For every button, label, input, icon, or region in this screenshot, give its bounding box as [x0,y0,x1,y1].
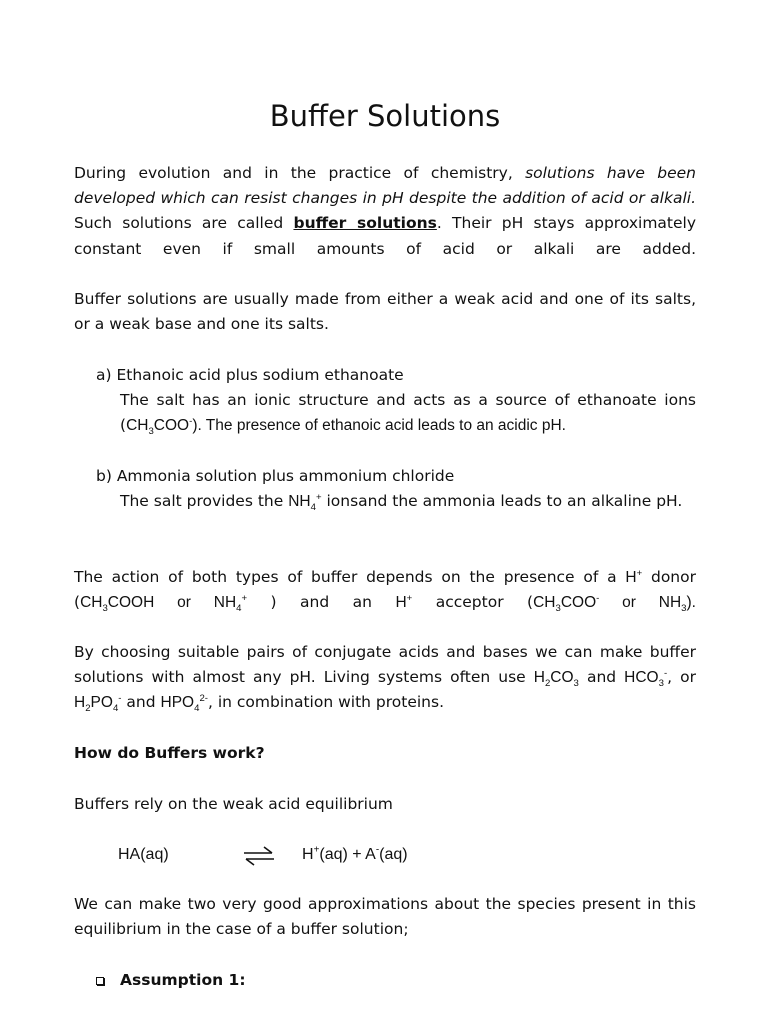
example-b-body: The salt provides the $NH_4^+$ ionsand the ammonia leads to an alkaline pH. [120,491,683,514]
how-buffers-work-heading: How do Buffers work? [74,744,265,762]
intro-text-b: Such solutions are called [74,214,294,233]
example-a-body: The salt has an ionic structure and acts as a source of ethanoate ions $(CH_3COO^-)$. The presence of ethanoic acid leads to an acidic pH. [120,391,696,438]
intro-text-a: During evolution and in the practice of chemistry, [74,164,526,182]
buffer-composition-paragraph: Buffer solutions are usually made from either a weak acid and one of its salts, or a weak base and one its salts. [74,290,696,334]
equation-products: H+(aq) + A-(aq) [302,844,408,863]
example-a-heading: a) Ethanoic acid plus sodium ethanoate [96,366,404,384]
ethanoate-formula: $CH_3COO^-$ [126,416,193,438]
square-bullet-icon [96,977,104,985]
ammonium-formula: $NH_4^+$ [288,491,322,514]
assumption-1-label: Assumption 1: [120,971,246,989]
weak-acid-equation [118,842,518,870]
example-b-heading: b) Ammonia solution plus ammonium chloride [96,467,455,485]
intro-italic-text: solutions have been developed which can resist changes in pH despite the addition of acid or alkali. [74,164,696,208]
intro-text-c: . Their pH stays approximately constant even if small amounts of acid or alkali are added. [74,214,697,258]
conjugate-pairs-paragraph: By choosing suitable pairs of conjugate acids and bases we can make buffer solutions with almost any pH. Living systems often use $H_2CO_3$ and $HCO_3^-$, or $H_2PO_4^-$ and $HPO_4^{2-}$, in combination with proteins. [74,643,697,715]
page-title: Buffer Solutions [269,99,501,133]
buffer-solutions-term: buffer solutions [293,214,437,233]
equation-reactant: HA(aq) [118,846,169,863]
approximations-paragraph: We can make two very good approximations about the species present in this equilibrium in the case of a buffer solution; [74,895,696,939]
buffer-action-paragraph: The action of both types of buffer depends on the presence of a H+ donor ($CH_3COOH$ or $NH_4^+$ ) and an H+ acceptor ($CH_3COO^-$ or $NH_3$). [74,567,696,615]
intro-paragraph [74,161,696,262]
equilibrium-arrows-icon [242,844,276,868]
weak-acid-equilibrium-intro: Buffers rely on the weak acid equilibrium [74,795,393,813]
